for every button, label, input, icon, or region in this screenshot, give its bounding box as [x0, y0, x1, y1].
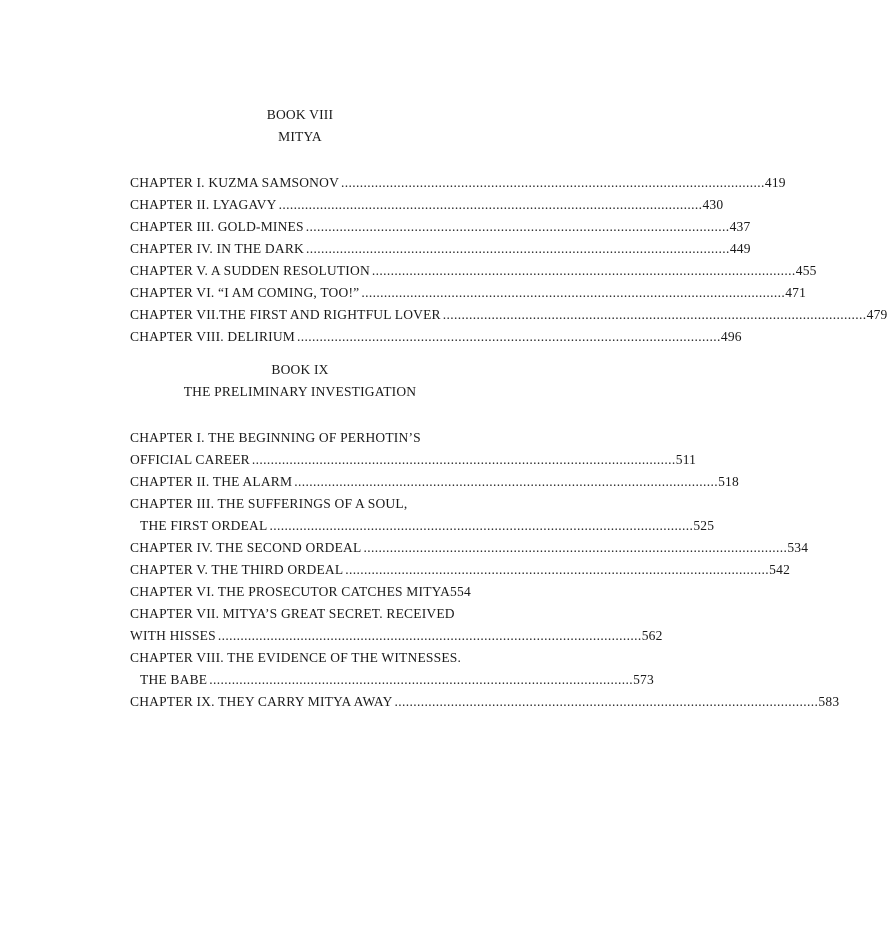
toc-entry-continued[interactable]: [130, 669, 654, 691]
toc-entry-title: THE FIRST ORDEAL: [140, 518, 268, 533]
toc-entry-page: 525: [693, 518, 715, 533]
book-label: BOOK IX: [271, 362, 329, 377]
toc-entry-first-line[interactable]: [130, 603, 466, 625]
toc-entry[interactable]: [130, 260, 817, 282]
toc-entry[interactable]: [130, 172, 786, 194]
toc-entry[interactable]: [130, 216, 751, 238]
book-title: MITYA: [278, 129, 322, 144]
toc-list-book-9: [130, 427, 840, 713]
dot-leader: [294, 471, 716, 493]
toc-entry-title: CHAPTER I. THE BEGINNING OF PERHOTIN’S: [130, 430, 421, 445]
dot-leader: [209, 669, 631, 691]
dot-leader: [269, 515, 691, 537]
toc-entry-page: 496: [720, 329, 742, 344]
toc-entry-title: CHAPTER VIII. THE EVIDENCE OF THE WITNESSES.: [130, 650, 462, 665]
toc-entry-page: 449: [729, 241, 751, 256]
toc-entry[interactable]: [130, 194, 724, 216]
toc-entry-page: 518: [718, 474, 739, 489]
toc-entry-page: 511: [675, 452, 697, 467]
toc-entry-page: 583: [818, 694, 840, 709]
toc-entry-title: CHAPTER V. A SUDDEN RESOLUTION: [130, 263, 370, 278]
dot-leader: [345, 559, 767, 581]
toc-entry-continued[interactable]: [130, 449, 697, 471]
toc-entry-title: CHAPTER IX. THEY CARRY MITYA AWAY: [130, 694, 393, 709]
dot-leader: [372, 260, 794, 282]
toc-entry-page: 430: [702, 197, 724, 212]
toc-entry[interactable]: [130, 471, 739, 493]
toc-entry-continued[interactable]: [130, 515, 715, 537]
toc-list-book-8: [130, 172, 888, 348]
toc-entry-page: 419: [764, 175, 786, 190]
dot-leader: [341, 172, 763, 194]
dot-leader: [218, 625, 640, 647]
toc-entry-first-line[interactable]: [130, 427, 466, 449]
toc-entry[interactable]: [130, 238, 751, 260]
toc-entry-title: CHAPTER VII.THE FIRST AND RIGHTFUL LOVER: [130, 307, 441, 322]
toc-entry-page: 471: [785, 285, 807, 300]
toc-entry-page: 562: [641, 628, 663, 643]
toc-entry-title: CHAPTER III. GOLD-MINES: [130, 219, 304, 234]
toc-entry-title: CHAPTER IV. THE SECOND ORDEAL: [130, 540, 362, 555]
book-label: BOOK VIII: [266, 107, 334, 122]
dot-leader: [363, 537, 785, 559]
toc-entry-title: OFFICIAL CAREER: [130, 452, 250, 467]
toc-entry-page: 455: [795, 263, 817, 278]
dot-leader: [297, 326, 719, 348]
toc-entry-title: CHAPTER V. THE THIRD ORDEAL: [130, 562, 344, 577]
dot-leader-gap: [443, 304, 865, 326]
toc-entry-page: 573: [633, 672, 654, 687]
toc-entry-title: CHAPTER VI. THE PROSECUTOR CATCHES MITYA: [130, 584, 451, 599]
toc-entry[interactable]: [130, 691, 840, 713]
toc-entry-page: 542: [769, 562, 791, 577]
toc-entry-page: 437: [729, 219, 751, 234]
toc-entry-title: CHAPTER VI. “I AM COMING, TOO!”: [130, 285, 360, 300]
dot-leader: [279, 194, 701, 216]
toc-entry-continued[interactable]: [130, 625, 663, 647]
toc-entry-title: CHAPTER VII. MITYA’S GREAT SECRET. RECEIVED: [130, 606, 455, 621]
toc-entry-page: 554: [450, 584, 471, 599]
dot-leader: [395, 691, 817, 713]
dot-leader: [361, 282, 783, 304]
toc-entry-title: CHAPTER II. THE ALARM: [130, 474, 293, 489]
toc-entry-title: THE BABE: [140, 672, 208, 687]
dot-leader: [252, 449, 674, 471]
toc-entry[interactable]: [130, 537, 809, 559]
dot-leader: [306, 238, 728, 260]
toc-entry-title: CHAPTER II. LYAGAVY: [130, 197, 277, 212]
toc-entry-title: CHAPTER III. THE SUFFERINGS OF A SOUL,: [130, 496, 408, 511]
toc-entry[interactable]: [130, 326, 742, 348]
toc-entry-page: 534: [787, 540, 809, 555]
toc-entry[interactable]: [130, 581, 471, 603]
toc-entry[interactable]: [130, 282, 807, 304]
toc-entry[interactable]: [130, 559, 791, 581]
book-title: THE PRELIMINARY INVESTIGATION: [183, 384, 417, 399]
toc-entry-first-line[interactable]: [130, 493, 466, 515]
toc-entry-title: CHAPTER VIII. DELIRIUM: [130, 329, 296, 344]
toc-entry[interactable]: [130, 304, 888, 326]
dot-leader: [306, 216, 728, 238]
toc-entry-title: CHAPTER I. KUZMA SAMSONOV: [130, 175, 340, 190]
toc-entry-page: 479: [866, 307, 888, 322]
toc-entry-title: WITH HISSES: [130, 628, 216, 643]
toc-entry-first-line[interactable]: [130, 647, 466, 669]
toc-entry-title: CHAPTER IV. IN THE DARK: [130, 241, 304, 256]
